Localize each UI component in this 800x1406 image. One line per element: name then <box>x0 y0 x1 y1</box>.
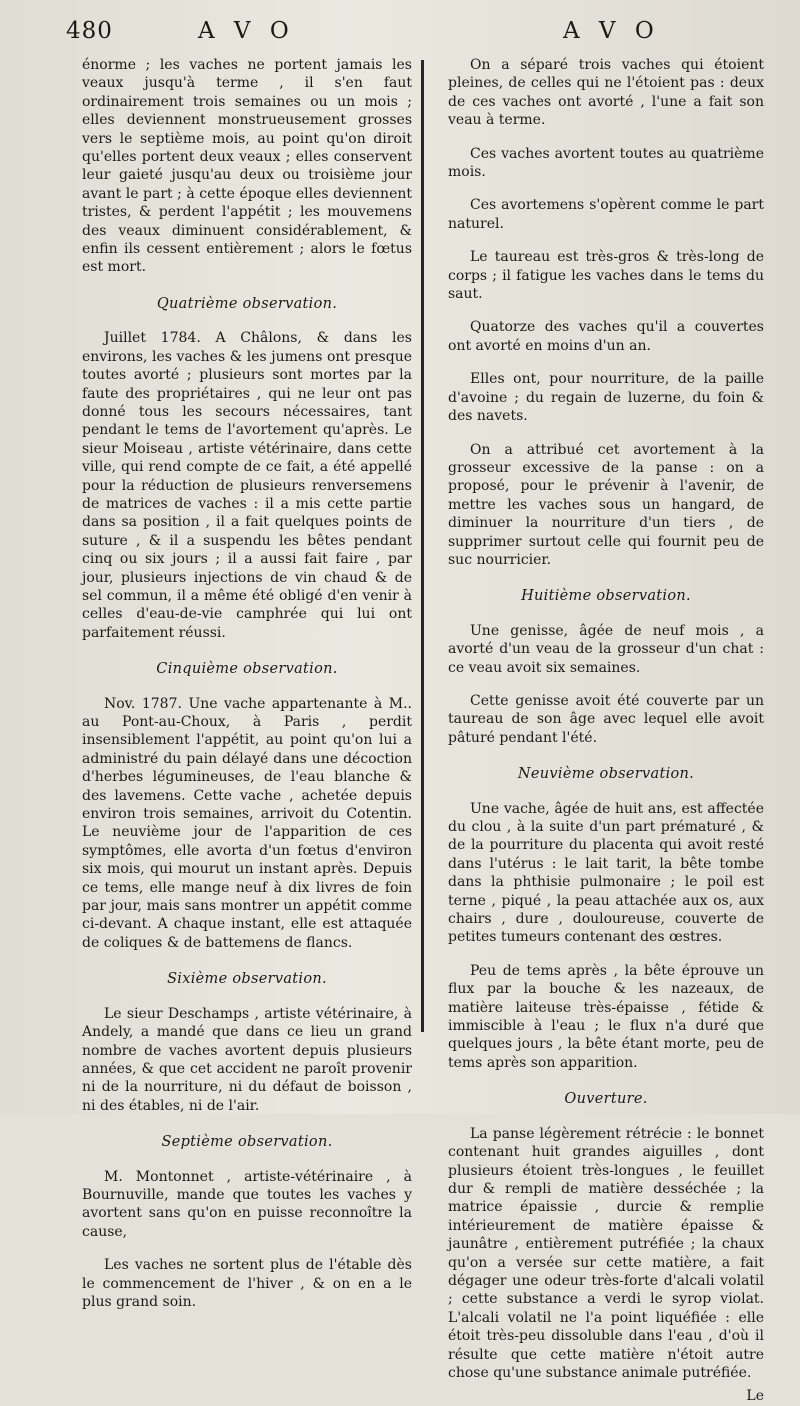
section-heading: Sixième observation. <box>167 971 327 988</box>
left-running-head: A V O <box>198 18 295 44</box>
paragraph: énorme ; les vaches ne portent jamais les veaux jusqu'à terme , il s'en faut ordinairement trois semaines ou un mois ; elles deviennent monstrueusement grosses vers le septième mois, au point qu'on diroit qu'elles portent deux veaux ; elles conservent leur gaieté jusqu'au deux ou troisième jour avant le part ; à cette époque elles deviennent tristes, & perdent l'appétit ; les mouvemens des veaux diminuent considérablement, & enfin ils cessent entièrement ; alors le fœtus est mort. <box>82 57 412 276</box>
paragraph: Cette genisse avoit été couverte par un taureau de son âge avec lequel elle avoit pâturé pendant l'été. <box>448 692 764 746</box>
page-header <box>58 14 760 50</box>
page-number: 480 <box>66 18 113 44</box>
paragraph: On a attribué cet avortement à la grosseur excessive de la panse : on a proposé, pour le prévenir à l'avenir, de mettre les vaches sous un hangard, de diminuer la nourriture d'un tiers , de supprimer surtout celle qui fournit peu de suc nourricier. <box>448 441 764 568</box>
paragraph: Peu de tems après , la bête éprouve un flux par la bouche & les nazeaux, de matière laiteuse très-épaisse , fétide & immiscible à l'eau ; le flux n'a duré que quelques jours , la bête étant morte, peu de tems après son apparition. <box>448 962 764 1071</box>
paragraph: Elles ont, pour nourriture, de la paille d'avoine ; du regain de luzerne, du foin & des navets. <box>448 371 764 425</box>
right-running-head: A V O <box>563 18 660 44</box>
paragraph: Ces vaches avortent toutes au quatrième mois. <box>448 145 764 181</box>
section-heading: Cinquième observation. <box>156 661 338 678</box>
paragraph: La panse légèrement rétrécie : le bonnet contenant huit grandes aiguilles , dont plusieurs étoient très-longues , le feuillet dur & rempli de matière desséchée ; la matrice épaissie , durcie & remplie intérieurement de matière épaisse & jaunâtre , entièrement putréfiée ; la chaux qu'on a versée sur cette matière, a fait dégager une odeur très-forte d'alcali volatil ; cette substance a verdi le syrop violat. L'alcali volatil ne l'a point liquéfiée : elle étoit très-peu dissoluble dans l'eau , d'où il résulte que cette matière n'étoit autre chose qu'une substance animale putréfiée. <box>448 1125 764 1381</box>
paragraph: Nov. 1787. Une vache appartenante à M.. au Pont-au-Choux, à Paris , perdit insensiblement l'appétit, au point qu'on lui a administré du pain délayé dans une décoction d'herbes légumineuses, de l'eau blanche & des lavemens. Cette vache , achetée depuis environ trois semaines, arrivoit du Cotentin. Le neuvième jour de l'apparition de ces symptômes, elle avorta d'un fœtus d'environ six mois, qui mourut un instant après. Depuis ce tems, elle mange neuf à dix livres de foin par jour, mais sans montrer un appétit comme ci-devant. A chaque instant, elle est attaquée de coliques & de battemens de flancs. <box>82 695 412 951</box>
paragraph: Le taureau est très-gros & très-long de corps ; il fatigue les vaches dans le tems du saut. <box>448 249 764 303</box>
section-heading: Quatrième observation. <box>156 295 338 312</box>
section-heading: Huitième observation. <box>521 588 691 605</box>
catchword: Le <box>746 1388 764 1405</box>
section-heading: Septième observation. <box>161 1134 333 1151</box>
paragraph: Ces avortemens s'opèrent comme le part naturel. <box>448 197 764 232</box>
paragraph: Les vaches ne sortent plus de l'étable dès le commencement de l'hiver , & on en a le plus grand soin. <box>82 1257 412 1310</box>
paragraph: Quatorze des vaches qu'il a couvertes ont avorté en moins d'un an. <box>448 319 764 354</box>
right-column <box>448 56 764 1406</box>
column-divider <box>421 60 424 1032</box>
paragraph: Juillet 1784. A Châlons, & dans les environs, les vaches & les jumens ont presque toutes avorté ; plusieurs sont mortes par la faute des propriétaires , qui ne leur ont pas donné tous les secours nécessaires, tant pendant le tems de l'avortement qu'après. Le sieur Moiseau , artiste vétérinaire, dans cette ville, qui rend compte de ce fait, a été appellé pour la réduction de plusieurs renversemens de matrices de vaches : il a mis cette partie dans sa position , il a fait quelques points de suture , & il a suspendu les bêtes pendant cinq ou six jours ; il a aussi fait faire , par jour, plusieurs injections de vin chaud & de sel commun, il a même été obligé d'en venir à celles d'eau-de-vie camphrée qui lui ont parfaitement réussi. <box>82 330 412 641</box>
paragraph: Une vache, âgée de huit ans, est affectée du clou , à la suite d'un part prématuré , & de la pourriture du placenta qui avoit resté dans l'utérus : le lait tarit, la bête tombe dans la phthisie pulmonaire ; le poil est terne , piqué , la peau attachée aux os, aux chairs , dure , douloureuse, couverte de petites tumeurs contenant des œstres. <box>448 800 764 946</box>
section-heading: Neuvième observation. <box>517 766 695 783</box>
paragraph: On a séparé trois vaches qui étoient pleines, de celles qui ne l'étoient pas : deux de ces vaches ont avorté , l'une a fait son veau à terme. <box>448 57 764 129</box>
section-heading: Ouverture. <box>564 1091 648 1108</box>
paragraph: Une genisse, âgée de neuf mois , a avorté d'un veau de la grosseur d'un chat : ce veau avoit six semaines. <box>448 622 764 676</box>
paragraph: M. Montonnet , artiste-vétérinaire , à Bournuville, mande que toutes les vaches y avortent sans qu'on en puisse reconnoître la cause, <box>82 1168 412 1240</box>
paragraph: Le sieur Deschamps , artiste vétérinaire, à Andely, a mandé que dans ce lieu un grand nombre de vaches avortent depuis plusieurs années, & que cet accident ne paroît provenir ni de la nourriture, ni du défaut de boisson , ni des étables, ni de l'air. <box>82 1005 412 1114</box>
left-column <box>82 56 412 1326</box>
